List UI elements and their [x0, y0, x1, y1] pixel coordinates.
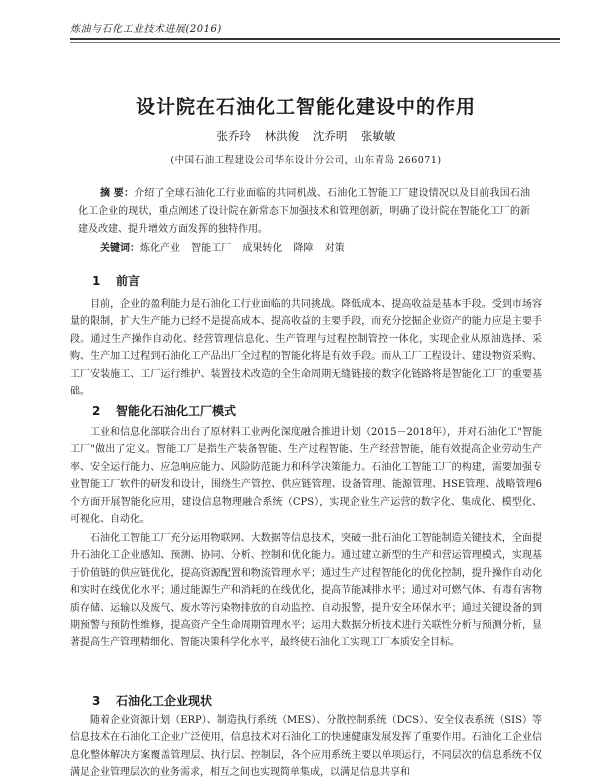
keywords-label: 关键词：	[100, 243, 140, 254]
section-heading	[92, 402, 236, 419]
section-title: 智能化石油化工厂模式	[116, 404, 237, 418]
paper-title: 设计院在石油化工智能化建设中的作用	[135, 96, 476, 118]
section-heading	[92, 692, 212, 709]
keywords	[100, 240, 530, 258]
section-number: 1	[92, 274, 101, 288]
running-head: 炼油与石化工业技术进展(2016)	[70, 24, 222, 35]
abstract-label: 摘 要：	[100, 188, 135, 199]
header-rule	[70, 38, 560, 40]
section-number: 3	[92, 694, 101, 708]
abstract	[78, 185, 530, 239]
paragraph: 石油化工智能工厂充分运用物联网、大数据等信息技术，突破一批石油化工智能制造关键技术，全面提升石油化工企业感知、预测、协同、分析、控制和优化能力。通过建立新型的生产和营运管理模式，实现基于价值链的供应链优化，提高资源配置和物流管理水平；通过生产过程智能化的优化控制，提升操作自动化和实时在线优化水平；通过能源生产和消耗的在线优化，提高节能减排水平；通过对可燃气体、有毒有害物质存储、运输以及废气、废水等污染物排放的自动监控、自动报警，提升安全环保水平；通过关键设备的到期预警与预防性维修，提高资产全生命周期管理水平；运用大数据分析技术进行关联性分析与预测分析，显著提高生产管理精细化、智能决策科学化水平，最终使石油化工实现工厂本质安全目标。	[70, 533, 542, 649]
section-title: 前言	[116, 274, 141, 288]
section-title: 石油化工企业现状	[116, 694, 213, 708]
paragraph: 目前，企业的盈利能力是石油化工行业面临的共同挑战。降低成本、提高收益是基本手段。受到市场容量的限制，扩大生产能力已经不是提高成本、提高收益的主要手段，而充分挖掘企业资产的能力应是主要手段。通过生产操作自动化、经营管理信息化、生产管理与过程控制管控一体化，实现企业从原油选择、采购、生产加工过程到石油化工产品出厂全过程的智能化将是有效手段。而从工厂工程设计、建设物资采购、工厂安装施工、工厂运行维护、装置技术改造的全生命周期无缝链接的数字化链路将是智能化工厂的重要基础。	[70, 299, 542, 398]
author-name: 张乔玲	[216, 129, 252, 143]
author-name: 沈乔明	[312, 129, 348, 143]
abstract-text: 介绍了全球石油化工行业面临的共同机战、石油化工智能工厂建设情况以及目前我国石油化工企业的现状，重点阐述了设计院在新常态下加强技术和管理创新，明确了设计院在智能化工厂的新建及改建、提升增效方面发挥的独特作用。	[78, 188, 531, 235]
section-heading	[92, 272, 140, 289]
paragraph: 工业和信息化部联合出台了原材料工业两化深度融合推进计划（2015－2018年），并对石油化工"智能工厂"做出了定义。智能工厂是指生产装备智能、生产过程智能、生产经营智能，能有效提高企业劳动生产率、安全运行能力、应急响应能力、风险防范能力和科学决策能力。石油化工智能工厂的构建，需要加强专业智能工厂软件的研发和设计，围绕生产管控、供应链管理、设备管理、能源管理、HSE管理、战略管理6个方面开展智能化应用，建设信息物理融合系统（CPS），实现企业生产运营的数字化、集成化、模型化、可视化、自动化。	[70, 427, 542, 526]
paragraph: 随着企业资源计划（ERP）、制造执行系统（MES）、分散控制系统（DCS）、安全仪表系统（SIS）等信息技术在石油化工企业广泛使用，信息技术对石油化工的快速健康发展发挥了重要作用。石油化工企业信息化整体解决方案覆盖管理层、执行层、控制层，各个应用系统主要以单项运行，不同层次的信息系统不仅满足企业管理层次的业务需求，相互之间也实现简单集成，以满足信息共享和	[70, 715, 542, 779]
header-rule-thin	[70, 42, 560, 43]
keywords-text: 炼化产业 智能工厂 成果转化 降障 对策	[140, 243, 345, 254]
author-list	[70, 128, 542, 144]
author-name: 林洪俊	[264, 129, 300, 143]
author-name: 张敏敏	[360, 129, 396, 143]
section-number: 2	[92, 404, 101, 418]
affiliation: (中国石油工程建设公司华东设计分公司，山东青岛 266071)	[170, 155, 442, 166]
